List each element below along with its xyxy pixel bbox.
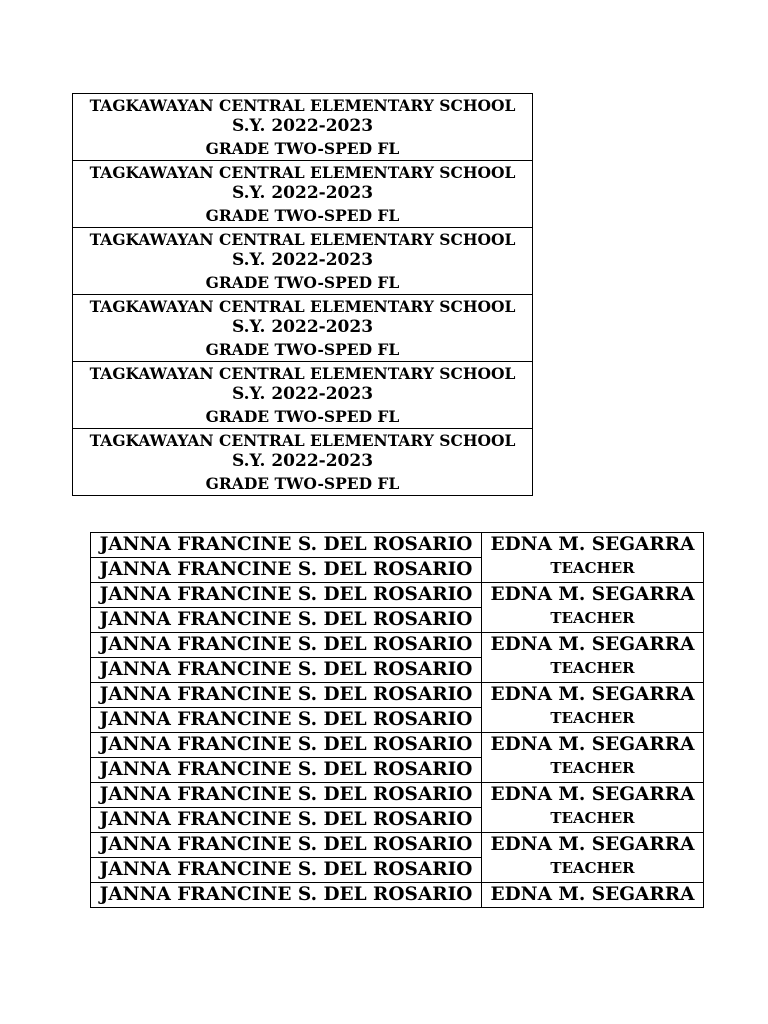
- name-row: [91, 733, 704, 758]
- student-name: JANNA FRANCINE S. DEL ROSARIO: [91, 883, 482, 908]
- school-name: TAGKAWAYAN CENTRAL ELEMENTARY SCHOOL: [89, 296, 516, 316]
- student-name: JANNA FRANCINE S. DEL ROSARIO: [91, 533, 482, 558]
- teacher-role: TEACHER: [550, 709, 635, 727]
- student-name: JANNA FRANCINE S. DEL ROSARIO: [91, 733, 482, 758]
- student-name: JANNA FRANCINE S. DEL ROSARIO: [91, 708, 482, 733]
- teacher-role: TEACHER: [550, 759, 635, 777]
- teacher-cell: [482, 883, 704, 908]
- school-label-row: [73, 295, 533, 362]
- teacher-name: EDNA M. SEGARRA: [490, 534, 695, 555]
- school-name: TAGKAWAYAN CENTRAL ELEMENTARY SCHOOL: [89, 162, 516, 182]
- school-name: TAGKAWAYAN CENTRAL ELEMENTARY SCHOOL: [89, 363, 516, 383]
- student-name: JANNA FRANCINE S. DEL ROSARIO: [91, 833, 482, 858]
- school-label-row: [73, 161, 533, 228]
- teacher-cell: [482, 633, 704, 683]
- name-label-table: [90, 532, 704, 908]
- school-label-cell: [73, 295, 533, 362]
- student-name: JANNA FRANCINE S. DEL ROSARIO: [91, 758, 482, 783]
- student-name: JANNA FRANCINE S. DEL ROSARIO: [91, 558, 482, 583]
- grade-section: GRADE TWO-SPED FL: [205, 473, 400, 493]
- teacher-role: TEACHER: [550, 809, 635, 827]
- grade-section: GRADE TWO-SPED FL: [205, 339, 400, 359]
- school-year: S.Y. 2022-2023: [231, 451, 374, 472]
- teacher-name: EDNA M. SEGARRA: [490, 584, 695, 605]
- school-name: TAGKAWAYAN CENTRAL ELEMENTARY SCHOOL: [89, 430, 516, 450]
- teacher-cell: [482, 683, 704, 733]
- school-label-row: [73, 94, 533, 161]
- grade-section: GRADE TWO-SPED FL: [205, 138, 400, 158]
- student-name: JANNA FRANCINE S. DEL ROSARIO: [91, 683, 482, 708]
- school-name: TAGKAWAYAN CENTRAL ELEMENTARY SCHOOL: [89, 95, 516, 115]
- school-year: S.Y. 2022-2023: [231, 384, 374, 405]
- student-name: JANNA FRANCINE S. DEL ROSARIO: [91, 608, 482, 633]
- teacher-name: EDNA M. SEGARRA: [490, 884, 695, 905]
- name-row: [91, 783, 704, 808]
- student-name: JANNA FRANCINE S. DEL ROSARIO: [91, 658, 482, 683]
- teacher-name: EDNA M. SEGARRA: [490, 684, 695, 705]
- teacher-role: TEACHER: [550, 859, 635, 877]
- teacher-role: TEACHER: [550, 609, 635, 627]
- school-label-row: [73, 228, 533, 295]
- teacher-name: EDNA M. SEGARRA: [490, 734, 695, 755]
- teacher-cell: [482, 833, 704, 883]
- teacher-cell: [482, 733, 704, 783]
- name-row: [91, 883, 704, 908]
- student-name: JANNA FRANCINE S. DEL ROSARIO: [91, 583, 482, 608]
- grade-section: GRADE TWO-SPED FL: [205, 272, 400, 292]
- school-label-cell: [73, 94, 533, 161]
- name-row: [91, 583, 704, 608]
- school-year: S.Y. 2022-2023: [231, 250, 374, 271]
- school-label-cell: [73, 429, 533, 496]
- teacher-name: EDNA M. SEGARRA: [490, 634, 695, 655]
- student-name: JANNA FRANCINE S. DEL ROSARIO: [91, 808, 482, 833]
- teacher-name: EDNA M. SEGARRA: [490, 784, 695, 805]
- school-name: TAGKAWAYAN CENTRAL ELEMENTARY SCHOOL: [89, 229, 516, 249]
- name-row: [91, 683, 704, 708]
- school-year: S.Y. 2022-2023: [231, 183, 374, 204]
- school-year: S.Y. 2022-2023: [231, 317, 374, 338]
- teacher-cell: [482, 783, 704, 833]
- school-label-cell: [73, 161, 533, 228]
- student-name: JANNA FRANCINE S. DEL ROSARIO: [91, 783, 482, 808]
- student-name: JANNA FRANCINE S. DEL ROSARIO: [91, 633, 482, 658]
- school-label-table: [72, 93, 533, 496]
- teacher-cell: [482, 533, 704, 583]
- name-row: [91, 533, 704, 558]
- school-label-row: [73, 429, 533, 496]
- name-row: [91, 633, 704, 658]
- grade-section: GRADE TWO-SPED FL: [205, 205, 400, 225]
- school-label-cell: [73, 362, 533, 429]
- teacher-role: TEACHER: [550, 659, 635, 677]
- school-label-cell: [73, 228, 533, 295]
- grade-section: GRADE TWO-SPED FL: [205, 406, 400, 426]
- teacher-role: TEACHER: [550, 559, 635, 577]
- student-name: JANNA FRANCINE S. DEL ROSARIO: [91, 858, 482, 883]
- teacher-cell: [482, 583, 704, 633]
- name-row: [91, 833, 704, 858]
- school-year: S.Y. 2022-2023: [231, 116, 374, 137]
- teacher-name: EDNA M. SEGARRA: [490, 834, 695, 855]
- school-label-row: [73, 362, 533, 429]
